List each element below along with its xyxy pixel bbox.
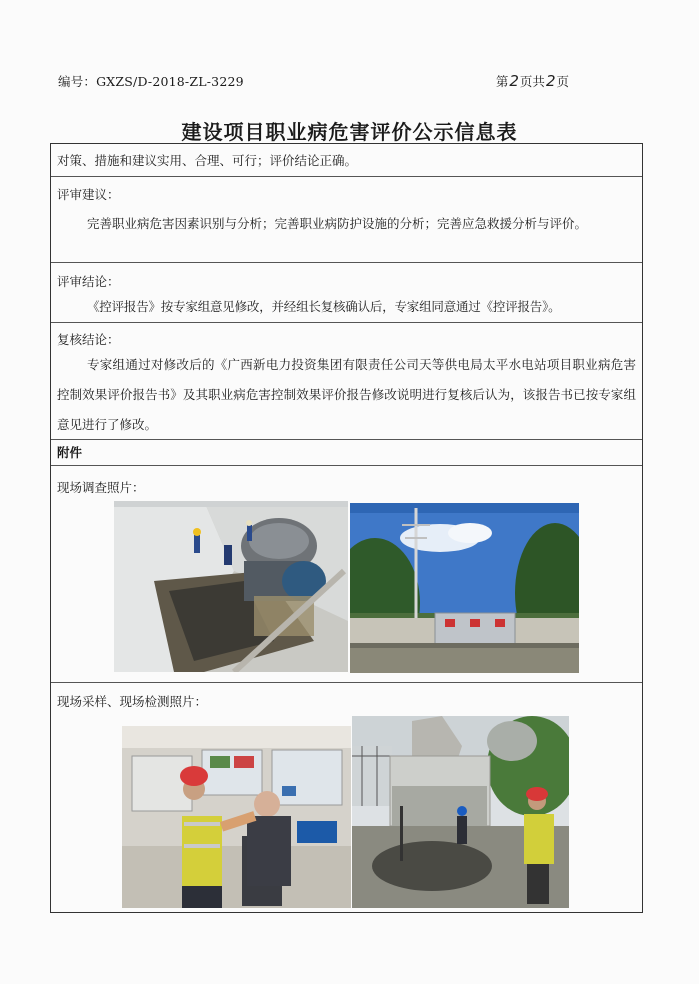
- row-survey-photos: [51, 466, 642, 683]
- review-conclusion-label: 评审结论：: [57, 274, 120, 289]
- row-recheck-conclusion: [51, 323, 642, 440]
- sampling-photo-outdoor: [352, 716, 569, 908]
- survey-photos-label: 现场调查照片：: [57, 480, 145, 495]
- row-continuation: [51, 144, 642, 177]
- row-attachment: [51, 440, 642, 466]
- info-table: [50, 143, 643, 913]
- continuation-text: 对策、措施和建议实用、合理、可行；评价结论正确。: [57, 153, 358, 168]
- row-sampling-photos: [51, 683, 642, 914]
- row-review-suggestion: [51, 177, 642, 263]
- attachment-label: 附件: [57, 445, 83, 460]
- survey-photo-substation: [350, 503, 579, 673]
- page-indicator: 第2页共2页: [495, 72, 569, 90]
- sampling-photos-label: 现场采样、现场检测照片：: [57, 694, 208, 709]
- page-current-handwritten: 2: [509, 72, 519, 90]
- header: [58, 72, 569, 92]
- review-suggestion-text: 完善职业病危害因素识别与分析；完善职业病防护设施的分析；完善应急救援分析与评价。: [87, 216, 588, 231]
- document-number: 编号：GXZS/D-2018-ZL-3229: [58, 74, 244, 89]
- recheck-text: 专家组通过对修改后的《广西新电力投资集团有限责任公司天等供电局太平水电站项目职业病危害控制效果评价报告书》及其职业病危害控制效果评价报告修改说明进行复核后认为，该报告书已按专家组意见进行了修改。: [57, 357, 636, 432]
- recheck-label: 复核结论：: [57, 332, 120, 347]
- review-conclusion-text: 《控评报告》按专家组意见修改，并经组长复核确认后，专家组同意通过《控评报告》。: [87, 299, 561, 314]
- sampling-photo-control-room: [122, 726, 351, 908]
- survey-photo-machinery: [114, 501, 348, 672]
- review-suggestion-label: 评审建议：: [57, 187, 120, 202]
- page-title: 建设项目职业病危害评价公示信息表: [181, 120, 518, 144]
- page-total-handwritten: 2: [545, 72, 556, 90]
- row-review-conclusion: [51, 263, 642, 323]
